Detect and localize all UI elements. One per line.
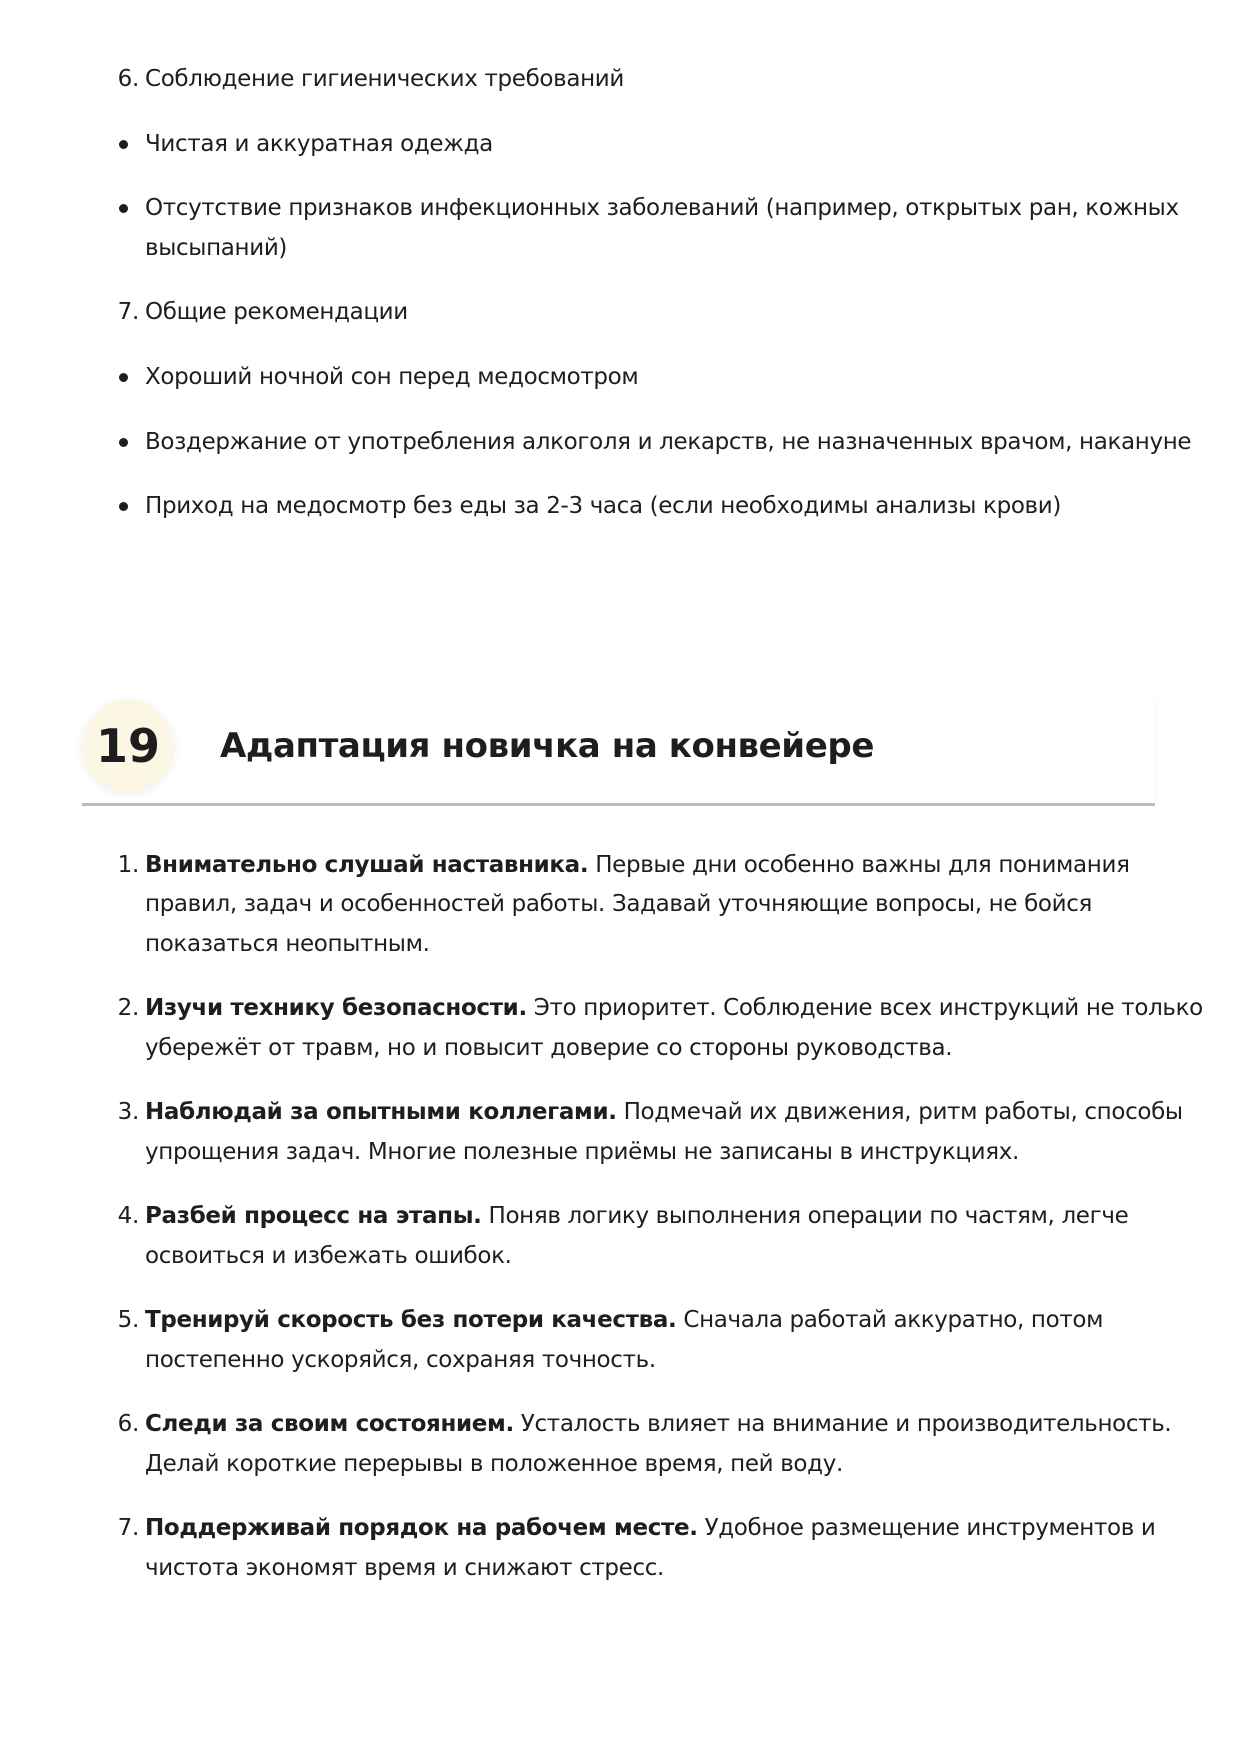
tip-text: Подмечай их движения, ритм работы, способы bbox=[616, 1099, 1183, 1125]
tip-line: чистота экономят время и снижают стресс. bbox=[145, 1555, 665, 1581]
tip-number: 4. bbox=[117, 1203, 139, 1229]
bullet-dot bbox=[119, 373, 128, 382]
tip-bold-lead: Изучи технику безопасности. bbox=[145, 995, 527, 1021]
tip-line: постепенно ускоряйся, сохраняя точность. bbox=[145, 1347, 656, 1373]
bullet-item: Хороший ночной сон перед медосмотром bbox=[145, 364, 639, 390]
tip-line bbox=[145, 1196, 1128, 1236]
bullet-dot bbox=[119, 438, 128, 447]
tip-line bbox=[145, 1300, 1103, 1340]
bullet-dot bbox=[119, 204, 128, 213]
section-title: Адаптация новичка на конвейере bbox=[220, 726, 874, 766]
tip-line: упрощения задач. Многие полезные приёмы не записаны в инструкциях. bbox=[145, 1139, 1019, 1165]
tip-text: Это приоритет. Соблюдение всех инструкций не только bbox=[526, 995, 1203, 1021]
list-number: 6. bbox=[117, 66, 139, 92]
tip-number: 3. bbox=[117, 1099, 139, 1125]
bullet-item: Чистая и аккуратная одежда bbox=[145, 131, 493, 157]
tip-text: Поняв логику выполнения операции по частям, легче bbox=[481, 1203, 1129, 1229]
list-item-general: Общие рекомендации bbox=[145, 299, 408, 325]
tip-text: Усталость влияет на внимание и производительность. bbox=[513, 1411, 1172, 1437]
section-header bbox=[82, 700, 1155, 806]
tip-line: показаться неопытным. bbox=[145, 931, 430, 957]
tip-line: убережёт от травм, но и повысит доверие со стороны руководства. bbox=[145, 1035, 953, 1061]
tip-number: 5. bbox=[117, 1307, 139, 1333]
tip-bold-lead: Наблюдай за опытными коллегами. bbox=[145, 1099, 617, 1125]
tip-number: 1. bbox=[117, 852, 139, 878]
bullet-item: Воздержание от употребления алкоголя и лекарств, не назначенных врачом, накануне bbox=[145, 429, 1192, 455]
tip-text: Удобное размещение инструментов и bbox=[697, 1515, 1156, 1541]
tip-number: 2. bbox=[117, 995, 139, 1021]
section-divider bbox=[82, 803, 1155, 806]
list-item-hygiene: Соблюдение гигиенических требований bbox=[145, 66, 624, 92]
bullet-dot bbox=[119, 140, 128, 149]
bullet-item-continuation: высыпаний) bbox=[145, 235, 288, 261]
bullet-item: Приход на медосмотр без еды за 2-3 часа (если необходимы анализы крови) bbox=[145, 493, 1061, 519]
tip-text: Сначала работай аккуратно, потом bbox=[676, 1307, 1104, 1333]
tip-bold-lead: Внимательно слушай наставника. bbox=[145, 852, 589, 878]
tip-line bbox=[145, 845, 1130, 885]
tip-bold-lead: Разбей процесс на этапы. bbox=[145, 1203, 482, 1229]
list-number: 7. bbox=[117, 299, 139, 325]
tip-line bbox=[145, 1404, 1171, 1444]
bullet-dot bbox=[119, 502, 128, 511]
tip-bold-lead: Поддерживай порядок на рабочем месте. bbox=[145, 1515, 698, 1541]
tip-line bbox=[145, 1092, 1183, 1132]
tip-bold-lead: Следи за своим состоянием. bbox=[145, 1411, 514, 1437]
tip-number: 7. bbox=[117, 1515, 139, 1541]
tip-text: Первые дни особенно важны для понимания bbox=[588, 852, 1130, 878]
tip-line bbox=[145, 988, 1203, 1028]
tip-line: Делай короткие перерывы в положенное время, пей воду. bbox=[145, 1451, 843, 1477]
tip-line: освоиться и избежать ошибок. bbox=[145, 1243, 512, 1269]
tip-bold-lead: Тренируй скорость без потери качества. bbox=[145, 1307, 677, 1333]
tip-number: 6. bbox=[117, 1411, 139, 1437]
bullet-item: Отсутствие признаков инфекционных заболеваний (например, открытых ран, кожных bbox=[145, 195, 1179, 221]
tip-line: правил, задач и особенностей работы. Задавай уточняющие вопросы, не бойся bbox=[145, 891, 1093, 917]
tip-line bbox=[145, 1508, 1156, 1548]
section-number-badge: 19 bbox=[82, 700, 174, 792]
